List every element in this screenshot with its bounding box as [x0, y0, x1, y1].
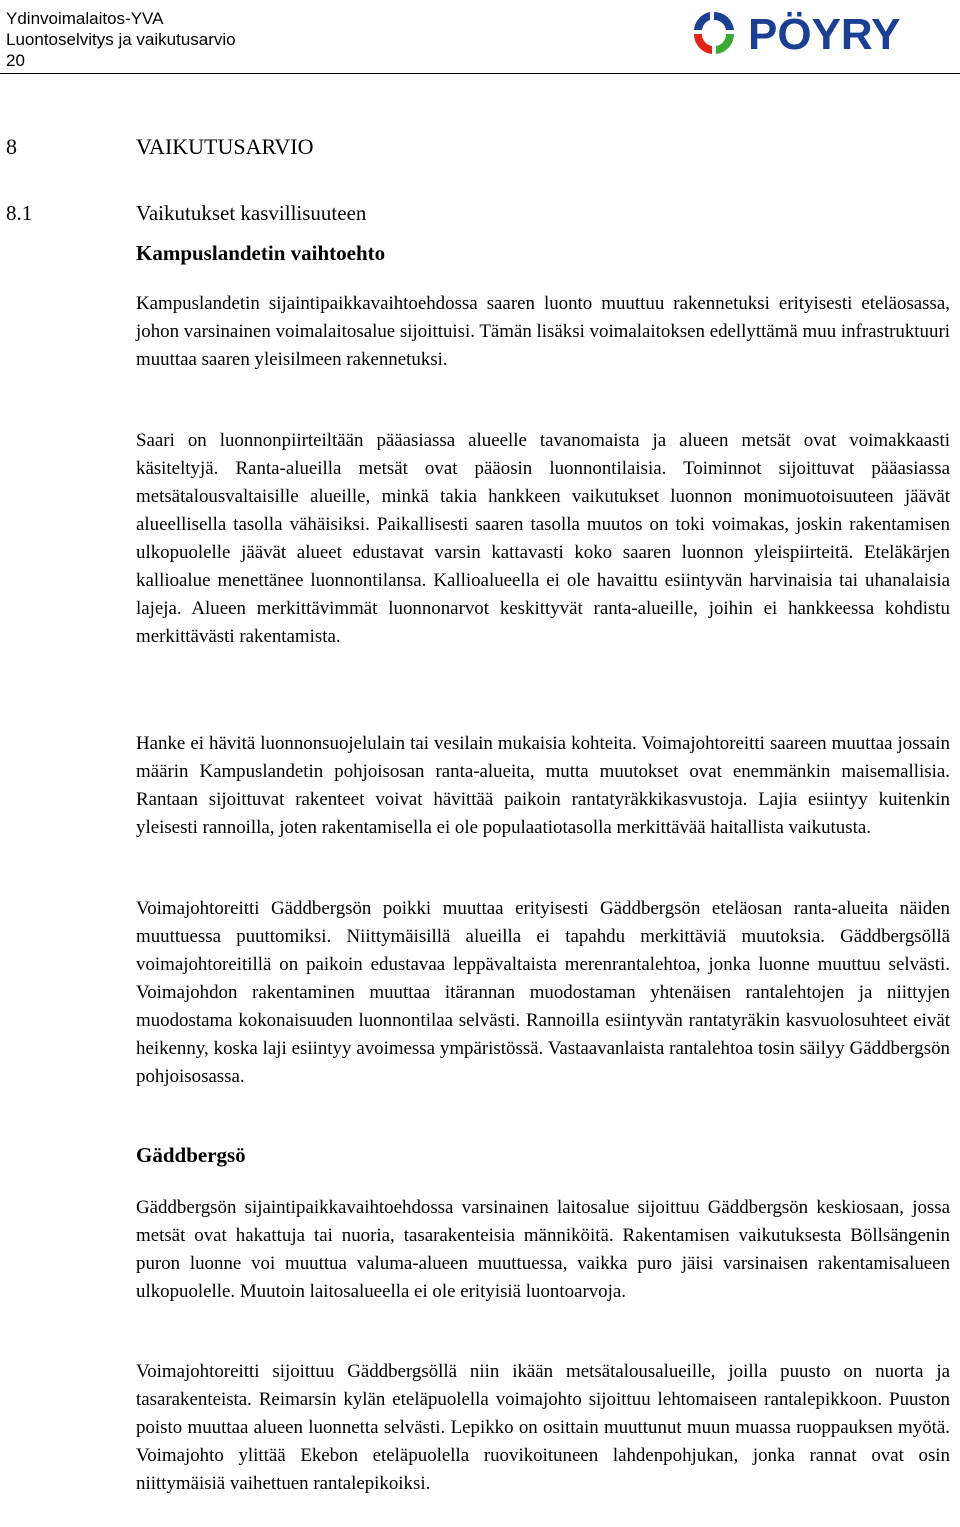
header-divider: [0, 73, 960, 74]
chapter-number: 8: [6, 134, 17, 159]
section-title: Vaikutukset kasvillisuuteen: [136, 201, 367, 225]
paragraph: Gäddbergsön sijaintipaikkavaihtoehdossa varsinainen laitosalue sijoittuu Gäddbergsön keskiosaan, jossa metsät ovat hakattuja tai nuoria, tasarakenteisia männiköitä. Rakentamisen vaikutuksesta Böllsängenin puron luonne voi muuttua valuma-alueen muuttuessa, vaikka puro jäisi varsinaisen rakentamisalueen ulkopuolelle. Muutoin laitosalueella ei ole erityisiä luontoarvoja.: [136, 1197, 950, 1302]
logo-wordmark: PÖYRY: [748, 10, 901, 59]
subheading-kampuslandet: Kampuslandetin vaihtoehto: [136, 241, 386, 265]
header-document-subtitle: Luontoselvitys ja vaikutusarvio: [6, 30, 236, 49]
paragraph: Kampuslandetin sijaintipaikkavaihtoehdossa saaren luonto muuttuu rakennetuksi erityisesti eteläosassa, johon varsinainen voimalaitosalue sijoittuisi. Tämän lisäksi voimalaitoksen edellyttämä muu infrastruktuuri muuttaa saaren yleisilmeen rakennetuksi.: [136, 293, 950, 370]
page-number: 20: [6, 51, 25, 70]
paragraph: Hanke ei hävitä luonnonsuojelulain tai vesilain mukaisia kohteita. Voimajohtoreitti saareen muuttaa jossain määrin Kampuslandetin pohjoisosan ranta-alueita, mutta muutokset ovat enemmänkin maisemallisia. Rantaan sijoittuvat rakenteet voivat hävittää paikoin rantatyräkkikasvustoja. Lajia esiintyy kuitenkin yleisesti rannoilla, joten rakentamisella ei ole populaatiotasolla merkittävää haitallista vaikutusta.: [136, 733, 950, 838]
chapter-title: VAIKUTUSARVIO: [136, 134, 314, 159]
subheading-gaddbergso: Gäddbergsö: [136, 1143, 246, 1167]
paragraph: Saari on luonnonpiirteiltään pääasiassa alueelle tavanomaista ja alueen metsät ovat voimakkaasti käsiteltyjä. Ranta-alueilla metsät ovat pääosin luonnontilaisia. Toiminnot sijoittuvat pääasiassa metsätalousvaltaisille alueille, minkä takia hankkeen vaikutukset luonnon monimuotoisuuteen jäävät alueellisella tasolla vähäisiksi. Paikallisesti saaren tasolla muutos on toki voimakas, joskin rakentamisen ulkopuolelle jäävät alueet edustavat varsin kattavasti koko saaren luonnon yleispiirteitä. Eteläkärjen kallioalue menettänee luonnontilansa. Kallioalueella ei ole havaittu esiintyvän harvinaisia tai uhanalaisia lajeja. Alueen merkittävimmät luonnonarvot keskittyvät ranta-alueille, joihin ei hankkeessa kohdistu merkittävästi rakentamista.: [136, 430, 950, 647]
paragraph: Voimajohtoreitti sijoittuu Gäddbergsöllä niin ikään metsätalousalueille, joilla puusto on nuorta ja tasarakenteista. Reimarsin kylän eteläpuolella voimajohto sijoittuu lehtomaiseen rantalepikkoon. Puuston poisto muuttaa alueen luonnetta selvästi. Lepikko on osittain muuttunut muun muassa ruoppauksen myötä. Voimajohto ylittää Ekebon eteläpuolella ruovikoituneen lahdenpohjukan, jonka rannat ovat osin niittymäisiä vaihettuen rantalepikoiksi.: [136, 1361, 950, 1494]
header-document-title: Ydinvoimalaitos-YVA: [6, 9, 164, 28]
poyry-logo: [688, 4, 954, 60]
paragraph: Voimajohtoreitti Gäddbergsön poikki muuttaa erityisesti Gäddbergsön eteläosan ranta-alueita näiden muuttuessa puuttomiksi. Niittymäisillä alueilla ei tapahdu merkittäviä muutoksia. Gäddbergsöllä voimajohtoreitillä on paikoin edustavaa leppävaltaista merenrantalehtoa, jonka luonne muuttuu selvästi. Voimajohdon rakentaminen muuttaa itärannan muodostaman yhtenäisen rantalehtojen ja niittyjen muodostama kokonaisuuden luonnontilaa selvästi. Rannoilla esiintyvän rantatyräkin kasvuolosuhteet eivät heikenny, koska laji esiintyy avoimessa ympäristössä. Vastaavanlaista rantalehtoa tosin säilyy Gäddbergsön pohjoisosassa.: [136, 898, 950, 1087]
section-number: 8.1: [6, 201, 33, 225]
running-header: [6, 8, 236, 71]
poyry-swirl-logo-icon: [688, 4, 954, 60]
